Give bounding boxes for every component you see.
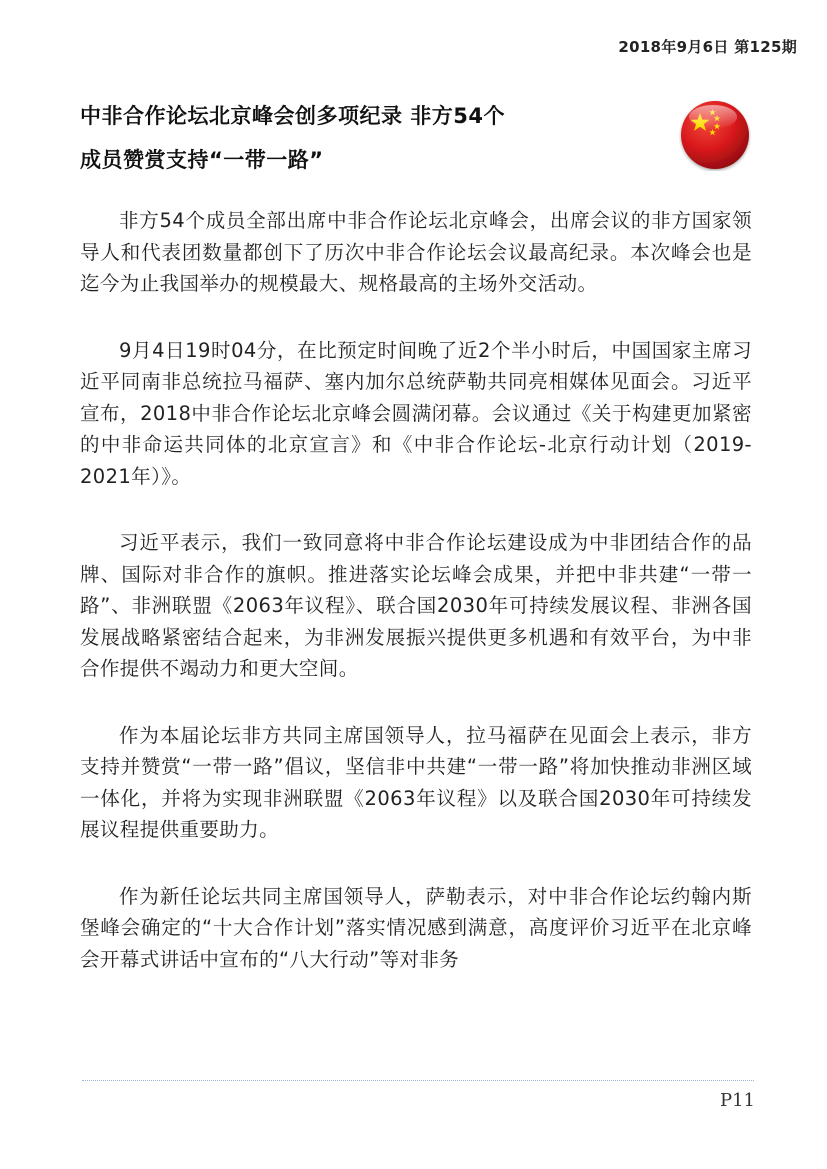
footer-divider: [82, 1080, 754, 1081]
article-paragraph-3: 习近平表示，我们一致同意将中非合作论坛建设成为中非团结合作的品牌、国际对非合作的旗帜。推进落实论坛峰会成果，并把中非共建“一带一路”、非洲联盟《2063年议程》、联合国2030年可持续发展议程、非洲各国发展战略紧密结合起来，为非洲发展振兴提供更多机遇和有效平台，为中非合作提供不竭动力和更大空间。: [80, 531, 752, 680]
headline-line-2: 成员赞赏支持“一带一路”: [80, 148, 324, 172]
headline-line-1: 中非合作论坛北京峰会创多项纪录 非方54个: [80, 104, 506, 128]
article-paragraph-1: 非方54个成员全部出席中非合作论坛北京峰会，出席会议的非方国家领导人和代表团数量都创下了历次中非合作论坛会议最高纪录。本次峰会也是迄今为止我国举办的规模最大、规格最高的主场外交活动。: [80, 209, 752, 295]
article-paragraph-4: 作为本届论坛非方共同主席国领导人，拉马福萨在见面会上表示，非方支持并赞赏“一带一路”倡议，坚信非中共建“一带一路”将加快推动非洲区域一体化，并将为实现非洲联盟《2063年议程》以及联合国2030年可持续发展议程提供重要助力。: [80, 723, 752, 841]
article-body: [80, 205, 752, 1010]
page-number: P11: [719, 1090, 755, 1111]
china-flag-icon: [679, 99, 751, 171]
badge-gloss: [689, 105, 737, 129]
article-paragraph-5: 作为新任论坛共同主席国领导人，萨勒表示，对中非合作论坛约翰内斯堡峰会确定的“十大合作计划”落实情况感到满意，高度评价习近平在北京峰会开幕式讲话中宣布的“八大行动”等对非务: [80, 884, 752, 971]
article-headline: [80, 94, 640, 182]
article-paragraph-2: 9月4日19时04分，在比预定时间晚了近2个半小时后，中国国家主席习近平同南非总统拉马福萨、塞内加尔总统萨勒共同亮相媒体见面会。习近平宣布，2018中非合作论坛北京峰会圆满闭幕。会议通过《关于构建更加紧密的中非命运共同体的北京宣言》和《中非合作论坛-北京行动计划（2019-2021年）》。: [80, 338, 752, 488]
issue-date-line: 2018年9月6日 第125期: [618, 38, 797, 56]
